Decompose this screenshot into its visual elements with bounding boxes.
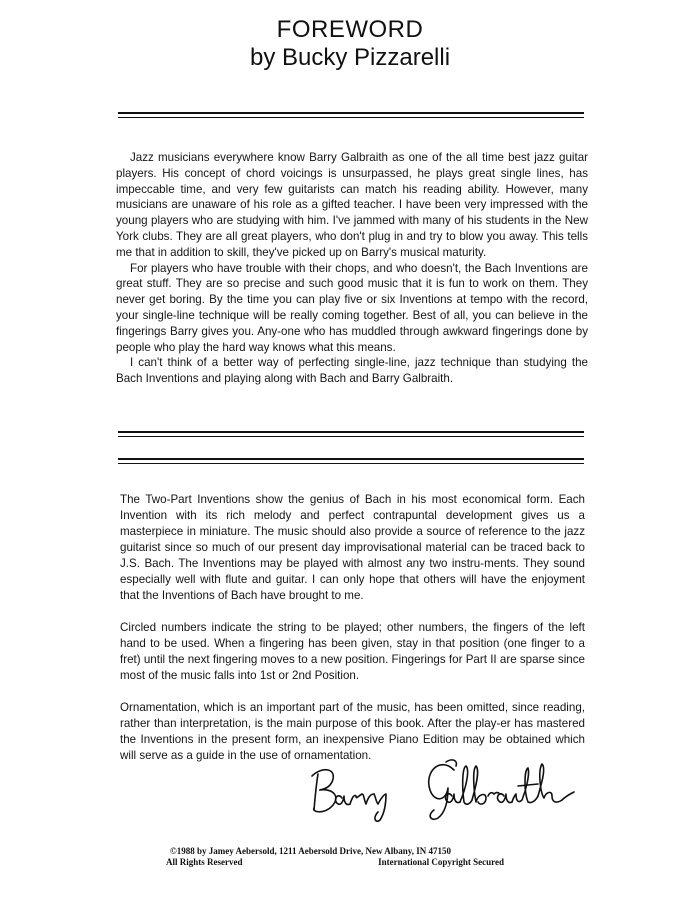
double-rule-divider bbox=[118, 431, 584, 437]
foreword-body bbox=[116, 150, 588, 387]
page-byline: by Bucky Pizzarelli bbox=[249, 44, 451, 71]
copyright-footer-row bbox=[166, 857, 504, 868]
international-copyright: International Copyright Secured bbox=[378, 857, 504, 867]
foreword-paragraph: I can't think of a better way of perfecting single-line, jazz technique than studying the Bach Inventions and playing along with Bach and Barry Galbraith. bbox=[116, 356, 588, 386]
all-rights-reserved: All Rights Reserved bbox=[166, 857, 243, 867]
author-notes-body bbox=[120, 492, 585, 780]
notes-paragraph: Circled numbers indicate the string to be played; other numbers, the fingers of the left hand to be used. When a fingering has been given, stay in that position (one finger to a fret) until the next fingering moves to a new position. Fingerings for Part II are sparse since most of the music falls into 1st or 2nd Position. bbox=[120, 621, 585, 682]
foreword-paragraph: For players who have trouble with their chops, and who doesn't, the Bach Inventions are great stuff. They are so precise and such good music that it is fun to work on them. They never get boring. By the time you can play five or six Inventions at tempo with the record, your single-line technique will be really coming together. Best of all, you can believe in the fingerings Barry gives you. Any-one who has muddled through awkward fingerings done by people who play the hard way knows what this means. bbox=[116, 261, 588, 354]
copyright-notice: ©1988 by Jamey Aebersold, 1211 Aebersold Drive, New Albany, IN 47150 bbox=[170, 846, 451, 856]
page-title: FOREWORD bbox=[276, 16, 424, 43]
notes-paragraph: The Two-Part Inventions show the genius of Bach in his most economical form. Each Invention with its rich melody and perfect contrapuntal development gives us a masterpiece in miniature. The music should also provide a source of reference to the jazz guitarist since so much of our present day improvisational material can be traced back to J.S. Bach. The Inventions may be played with almost any two instru-ments. They sound especially well with flute and guitar. I can only hope that others will have the enjoyment that the Inventions of Bach have brought to me. bbox=[120, 493, 585, 602]
signature-image bbox=[306, 752, 581, 822]
double-rule-divider bbox=[118, 458, 584, 464]
foreword-paragraph: Jazz musicians everywhere know Barry Galbraith as one of the all time best jazz guitar players. His concept of chord voicings is unsurpassed, he plays great single lines, has impeccable time, and very few guitarists can match his reading ability. However, many musicians are unaware of his role as a gifted teacher. I have been very impressed with the young players who are studying with him. I've jammed with many of his students in the New York clubs. They are all great players, who don't plug in and try to blow you away. This tells me that in addition to skill, they've picked up on Barry's musical maturity. bbox=[116, 151, 588, 259]
notes-paragraph: Ornamentation, which is an important part of the music, has been omitted, since reading, rather than interpretation, is the main purpose of this book. After the play-er has mastered the Inventions in the present form, an inexpensive Piano Edition may be obtained which will serve as a guide in the use of ornamentation. bbox=[120, 701, 585, 762]
double-rule-divider bbox=[118, 112, 584, 118]
